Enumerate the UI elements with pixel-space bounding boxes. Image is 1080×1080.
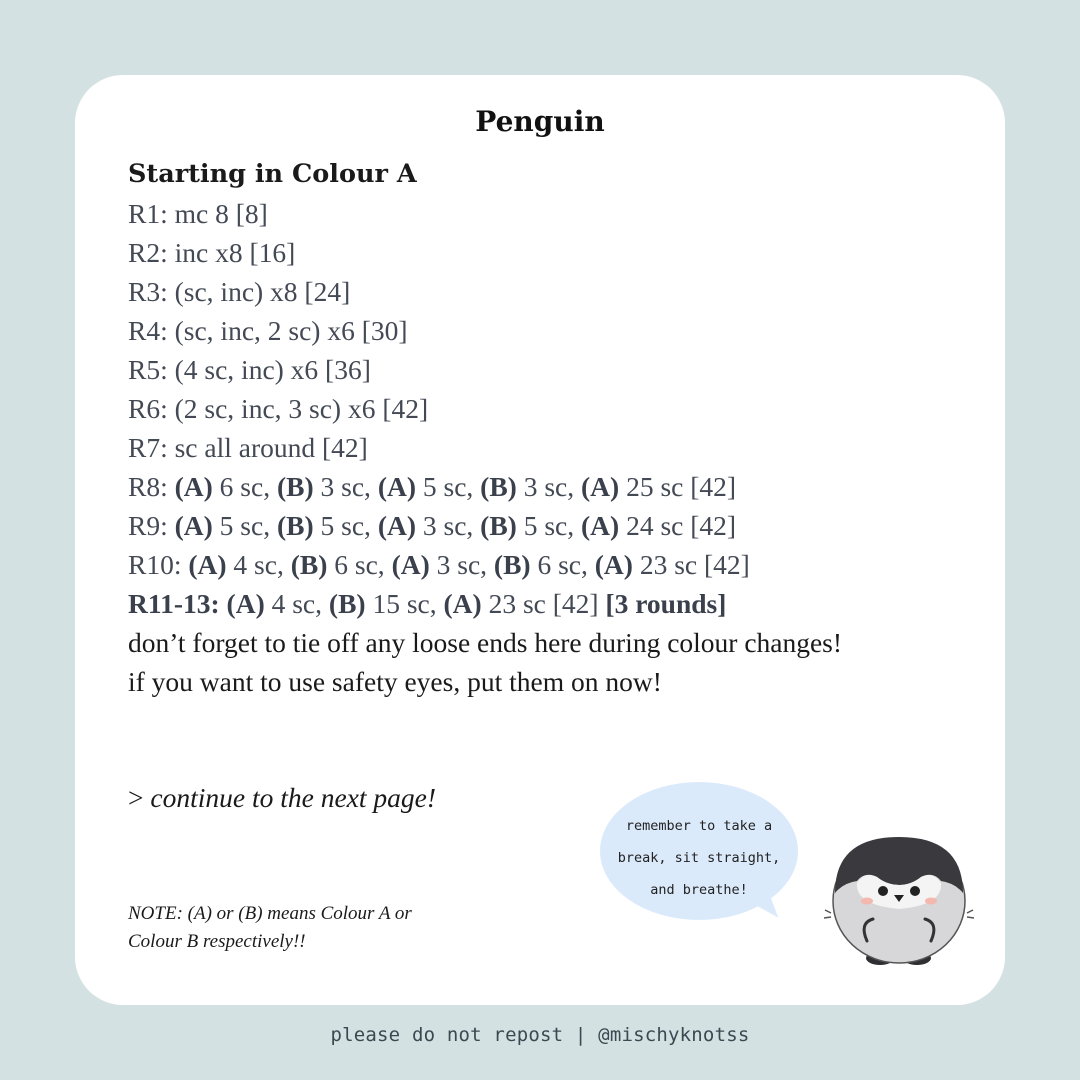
pattern-card: [75, 75, 1005, 1005]
tip-safety-eyes: if you want to use safety eyes, put them on now!: [128, 666, 662, 697]
page-title: Penguin: [475, 105, 605, 138]
footer-credit: please do not repost | @mischyknotss: [330, 1024, 750, 1046]
round-5: R5: (4 sc, inc) x6 [36]: [128, 354, 371, 385]
continue-prompt: > continue to the next page!: [128, 782, 436, 813]
pattern-instructions: [128, 155, 988, 701]
round-6: R6: (2 sc, inc, 3 sc) x6 [42]: [128, 393, 429, 424]
speech-bubble-text: remember to take a break, sit straight, and breathe!: [617, 818, 781, 898]
round-9: R9: (A) 5 sc, (B) 5 sc, (A) 3 sc, (B) 5 sc, (A) 24 sc [42]: [128, 510, 737, 541]
round-4: R4: (sc, inc, 2 sc) x6 [30]: [128, 315, 408, 346]
section-heading: Starting in Colour A: [128, 159, 417, 189]
round-1: R1: mc 8 [8]: [128, 198, 268, 229]
round-10: R10: (A) 4 sc, (B) 6 sc, (A) 3 sc, (B) 6 sc, (A) 23 sc [42]: [128, 549, 750, 580]
round-2: R2: inc x8 [16]: [128, 237, 296, 268]
round-3: R3: (sc, inc) x8 [24]: [128, 276, 351, 307]
round-11-13: R11-13: (A) 4 sc, (B) 15 sc, (A) 23 sc [42] [3 rounds]: [128, 588, 727, 619]
round-8: R8: (A) 6 sc, (B) 3 sc, (A) 5 sc, (B) 3 sc, (A) 25 sc [42]: [128, 471, 737, 502]
round-7: R7: sc all around [42]: [128, 432, 368, 463]
tip-loose-ends: don’t forget to tie off any loose ends here during colour changes!: [128, 627, 843, 658]
penguin-illustration-icon: [815, 813, 985, 973]
colour-note: NOTE: (A) or (B) means Colour A or Colour B respectively!!: [128, 903, 412, 952]
